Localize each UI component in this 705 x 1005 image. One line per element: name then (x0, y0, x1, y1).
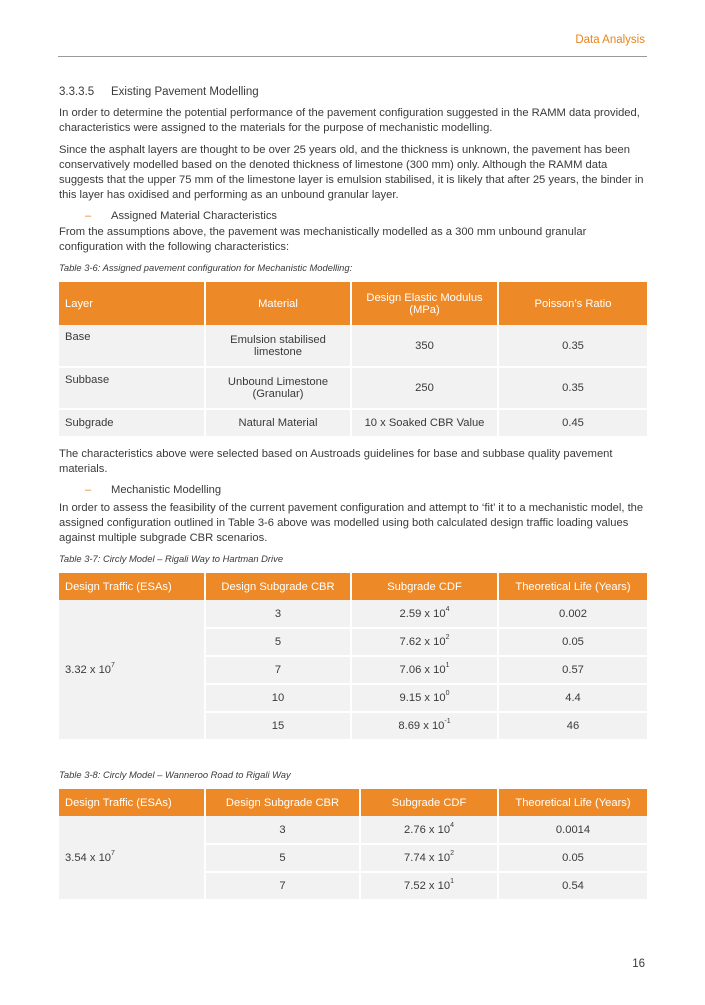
cdf-exponent: 4 (450, 821, 454, 829)
section-title: Existing Pavement Modelling (111, 86, 259, 98)
table6-cell-modulus: 350 (351, 325, 498, 367)
cdf-value: 8.69 x 10 (398, 720, 445, 732)
table7-header-cell: Design Subgrade CBR (205, 573, 351, 600)
table6-header-cell: Material (205, 282, 351, 325)
cdf-value: 7.06 x 10 (399, 664, 446, 676)
table7-cell-life: 46 (498, 712, 647, 740)
table6-header-cell: Design Elastic Modulus (MPa) (351, 282, 498, 325)
cdf-exponent: 4 (445, 605, 450, 613)
cdf-exponent: 1 (450, 878, 454, 885)
table6-header-row (59, 282, 647, 325)
paragraph-feasibility: In order to assess the feasibility of the current pavement configuration and attempt to ‘fit’ it to a mechanistic model, the assigned configuration outlined in Table 3-6 above was modelled using both calculated design traffic loading values against multiple subgrade CBR scenarios. (59, 502, 644, 544)
table6-cell-material: Emulsion stabilised limestone (205, 325, 351, 367)
table-row (59, 325, 647, 367)
table7-header-cell: Theoretical Life (Years) (498, 573, 647, 600)
table8-cell-life: 0.0014 (498, 816, 647, 844)
paragraph-austroads: The characteristics above were selected based on Austroads guidelines for base and subbase quality pavement materials. (59, 448, 613, 475)
table6-cell-modulus: 10 x Soaked CBR Value (351, 409, 498, 437)
table-row (59, 409, 647, 437)
table-row (59, 816, 647, 844)
cdf-value: 7.62 x 10 (399, 636, 446, 648)
paragraph-assumptions: From the assumptions above, the pavement was mechanistically modelled as a 300 mm unbound granular configuration with the following characteristics: (59, 226, 587, 253)
table7-cell-cdf (351, 684, 498, 712)
table-circly-wanneroo-rigali (59, 789, 647, 901)
table7-cell-life: 4.4 (498, 684, 647, 712)
cdf-exponent: 0 (445, 690, 450, 697)
table7-cell-cbr: 5 (205, 628, 351, 656)
table7-cell-cbr: 15 (205, 712, 351, 740)
table8-header-row (59, 789, 647, 816)
cdf-exponent: 1 (445, 662, 450, 669)
table8-header-cell: Theoretical Life (Years) (498, 789, 647, 816)
cdf-exponent: 2 (450, 850, 454, 857)
table7-cell-life: 0.57 (498, 656, 647, 684)
table6-cell-modulus: 250 (351, 367, 498, 409)
table6-cell-material: Natural Material (205, 409, 351, 437)
page-number: 16 (632, 958, 645, 970)
cdf-value: 2.76 x 10 (404, 823, 451, 836)
subheading-mechanistic (59, 484, 647, 496)
cdf-value: 7.74 x 10 (404, 852, 451, 864)
table8-cell-life: 0.05 (498, 844, 647, 872)
cdf-value: 7.52 x 10 (404, 880, 451, 892)
traffic-value: 3.54 x 10 (65, 851, 112, 864)
table7-cell-cdf (351, 656, 498, 684)
table6-cell-poisson: 0.45 (498, 409, 647, 437)
table7-header-cell: Subgrade CDF (351, 573, 498, 600)
traffic-exponent: 7 (111, 661, 115, 669)
table6-caption: Table 3-6: Assigned pavement configuration for Mechanistic Modelling: (59, 262, 353, 273)
table6-cell-layer: Subgrade (59, 409, 205, 437)
table7-cell-cdf (351, 600, 498, 628)
table7-cell-life: 0.002 (498, 600, 647, 628)
section-heading (59, 86, 647, 98)
table8-cell-cdf (360, 816, 498, 844)
subheading-label: Mechanistic Modelling (111, 484, 222, 496)
table8-cell-life: 0.54 (498, 872, 647, 900)
subheading-label: Assigned Material Characteristics (111, 210, 278, 222)
table8-header-cell: Design Subgrade CBR (205, 789, 360, 816)
table7-cell-cbr: 7 (205, 656, 351, 684)
table7-header-cell: Design Traffic (ESAs) (59, 573, 205, 600)
header-title: Data Analysis (575, 34, 645, 46)
content (59, 86, 647, 901)
table6-header-cell: Layer (59, 282, 205, 325)
table7-cell-cbr: 3 (205, 600, 351, 628)
table-row (59, 600, 647, 628)
cdf-value: 9.15 x 10 (399, 692, 446, 704)
table7-caption: Table 3-7: Circly Model – Rigali Way to Hartman Drive (59, 553, 284, 564)
section-number: 3.3.3.5 (59, 86, 95, 98)
table8-caption: Table 3-8: Circly Model – Wanneroo Road to Rigali Way (59, 769, 291, 780)
traffic-exponent: 7 (111, 849, 115, 857)
table-pavement-configuration (59, 282, 647, 438)
table7-traffic-cell (59, 600, 205, 740)
table-row (59, 367, 647, 409)
table8-cell-cdf (360, 872, 498, 900)
table7-header-row (59, 573, 647, 600)
cdf-exponent: 2 (445, 634, 450, 641)
header-rule (58, 56, 647, 57)
table8-cell-cdf (360, 844, 498, 872)
table6-cell-poisson: 0.35 (498, 325, 647, 367)
traffic-value: 3.32 x 10 (65, 663, 112, 676)
table6-cell-poisson: 0.35 (498, 367, 647, 409)
table8-traffic-cell (59, 816, 205, 900)
dash-bullet: – (85, 210, 92, 222)
table8-header-cell: Subgrade CDF (360, 789, 498, 816)
table8-cell-cbr: 3 (205, 816, 360, 844)
table7-cell-life: 0.05 (498, 628, 647, 656)
cdf-value: 2.59 x 10 (399, 607, 446, 620)
cdf-exponent: -1 (444, 718, 451, 725)
table8-cell-cbr: 7 (205, 872, 360, 900)
dash-bullet: – (85, 484, 92, 496)
table6-header-cell: Poisson’s Ratio (498, 282, 647, 325)
table7-cell-cbr: 10 (205, 684, 351, 712)
paragraph-asphalt: Since the asphalt layers are thought to be over 25 years old, and the thickness is unknown, the pavement has been conservatively modelled based on the denoted thickness of limestone (300 mm) only. Although the RAMM data suggests that the upper 75 mm of the limestone layer is emulsion stabilised, it is likely that after 25 years, the binder in this layer has oxidised and performing as an unbound granular layer. (59, 144, 644, 201)
paragraph-intro: In order to determine the potential performance of the pavement configuration suggested in the RAMM data provided, characteristics were assigned to the materials for the purpose of mechanistic modelling. (59, 107, 640, 134)
subheading-assigned-material (59, 210, 647, 222)
table-circly-rigali-hartman (59, 573, 647, 741)
table8-cell-cbr: 5 (205, 844, 360, 872)
table8-header-cell: Design Traffic (ESAs) (59, 789, 205, 816)
table7-cell-cdf (351, 712, 498, 740)
table7-cell-cdf (351, 628, 498, 656)
table6-cell-layer: Subbase (59, 367, 205, 409)
table6-cell-layer: Base (59, 325, 205, 367)
table6-cell-material: Unbound Limestone (Granular) (205, 367, 351, 409)
